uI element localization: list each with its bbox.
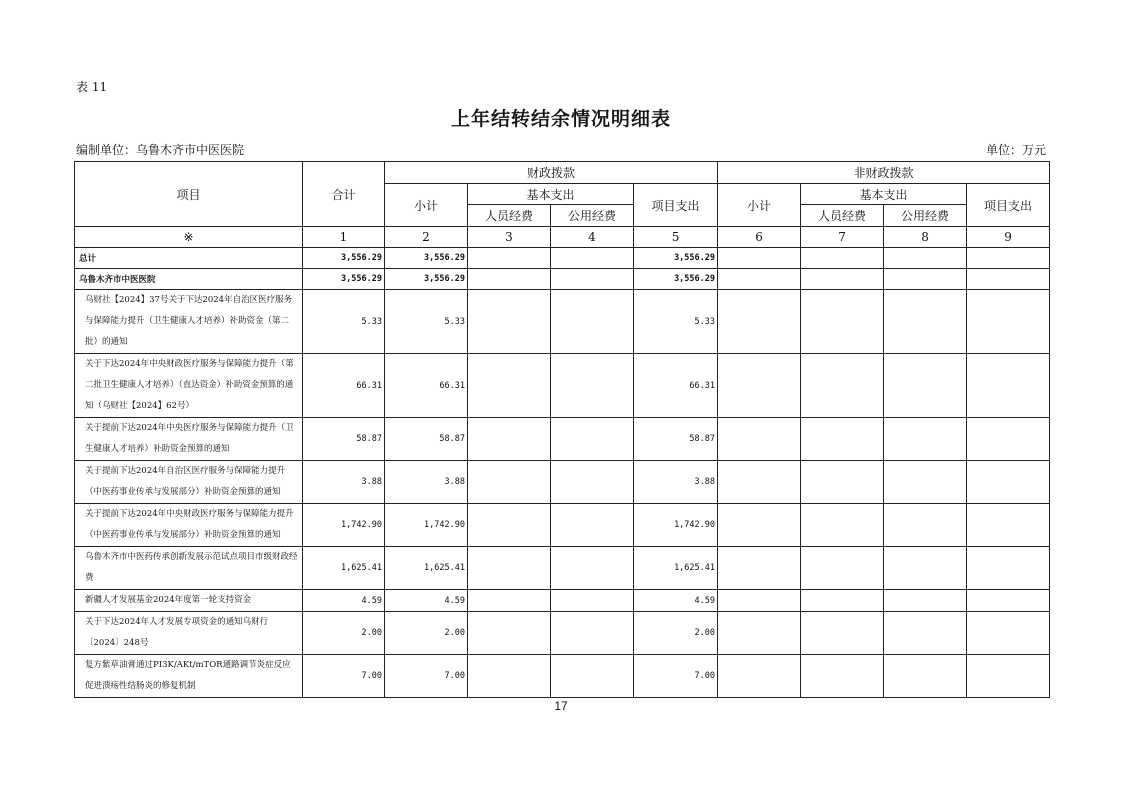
header-total: 合计 bbox=[303, 162, 385, 227]
row-name: 总计 bbox=[75, 248, 303, 269]
table-row bbox=[75, 248, 1050, 269]
carryover-table bbox=[74, 161, 1050, 698]
cell-fiscal-subtotal: 1,742.90 bbox=[385, 504, 468, 547]
cell-fiscal-project: 3,556.29 bbox=[634, 248, 718, 269]
page-title: 上年结转结余情况明细表 bbox=[450, 108, 671, 130]
compiling-unit: 编制单位：乌鲁木齐市中医医院 bbox=[76, 143, 245, 157]
cell-fiscal-project: 3.88 bbox=[634, 461, 718, 504]
cell-fiscal-subtotal: 4.59 bbox=[385, 590, 468, 612]
row-name: 新疆人才发展基金2024年度第一轮支持资金 bbox=[75, 590, 303, 612]
table-row bbox=[75, 418, 1050, 461]
header-nonfiscal-personnel: 人员经费 bbox=[801, 205, 884, 227]
table-row bbox=[75, 269, 1050, 290]
header-nonfiscal-basic: 基本支出 bbox=[801, 184, 967, 205]
cell-fiscal-subtotal: 66.31 bbox=[385, 354, 468, 418]
index-row bbox=[75, 227, 1050, 248]
table-row bbox=[75, 290, 1050, 354]
cell-fiscal-project: 1,625.41 bbox=[634, 547, 718, 590]
table-row bbox=[75, 612, 1050, 655]
header-fiscal-public: 公用经费 bbox=[551, 205, 634, 227]
index-cell: 2 bbox=[385, 227, 468, 248]
cell-fiscal-project: 1,742.90 bbox=[634, 504, 718, 547]
header-item: 项目 bbox=[75, 162, 303, 227]
row-name: 关于下达2024年人才发展专项资金的通知乌财行〔2024〕248号 bbox=[75, 612, 303, 655]
header-fiscal-project: 项目支出 bbox=[634, 184, 718, 227]
cell-fiscal-subtotal: 3.88 bbox=[385, 461, 468, 504]
cell-total: 7.00 bbox=[303, 655, 385, 698]
cell-total: 2.00 bbox=[303, 612, 385, 655]
row-name: 复方紫草油膏通过PI3K/AKt/mTOR通路调节炎症反应促进溃疡性结肠炎的修复机制 bbox=[75, 655, 303, 698]
index-cell: 4 bbox=[551, 227, 634, 248]
cell-fiscal-subtotal: 58.87 bbox=[385, 418, 468, 461]
row-name: 乌鲁木齐市中医医院 bbox=[75, 269, 303, 290]
header-fiscal-subtotal: 小计 bbox=[385, 184, 468, 227]
row-name: 关于下达2024年中央财政医疗服务与保障能力提升（第二批卫生健康人才培养）（直达资金）补助资金预算的通知（乌财社【2024】62号） bbox=[75, 354, 303, 418]
cell-fiscal-project: 7.00 bbox=[634, 655, 718, 698]
header-nonfiscal: 非财政拨款 bbox=[718, 162, 1050, 184]
cell-fiscal-project: 5.33 bbox=[634, 290, 718, 354]
index-cell: ※ bbox=[75, 227, 303, 248]
cell-fiscal-project: 4.59 bbox=[634, 590, 718, 612]
header-fiscal: 财政拨款 bbox=[385, 162, 718, 184]
table-row bbox=[75, 655, 1050, 698]
cell-fiscal-project: 3,556.29 bbox=[634, 269, 718, 290]
cell-total: 4.59 bbox=[303, 590, 385, 612]
table-row bbox=[75, 590, 1050, 612]
row-name: 关于提前下达2024年中央医疗服务与保障能力提升（卫生健康人才培养）补助资金预算的通知 bbox=[75, 418, 303, 461]
cell-total: 58.87 bbox=[303, 418, 385, 461]
row-name: 关于提前下达2024年自治区医疗服务与保障能力提升（中医药事业传承与发展部分）补助资金预算的通知 bbox=[75, 461, 303, 504]
index-cell: 6 bbox=[718, 227, 801, 248]
table-label: 表 11 bbox=[76, 80, 108, 94]
cell-total: 5.33 bbox=[303, 290, 385, 354]
page-number: 17 bbox=[554, 699, 568, 713]
cell-fiscal-subtotal: 1,625.41 bbox=[385, 547, 468, 590]
cell-fiscal-subtotal: 2.00 bbox=[385, 612, 468, 655]
row-name: 乌鲁木齐市中医药传承创新发展示范试点项目市级财政经费 bbox=[75, 547, 303, 590]
header-nonfiscal-project: 项目支出 bbox=[967, 184, 1050, 227]
row-name: 乌财社【2024】37号关于下达2024年自治区医疗服务与保障能力提升（卫生健康人才培养）补助资金（第二批）的通知 bbox=[75, 290, 303, 354]
header-fiscal-basic: 基本支出 bbox=[468, 184, 634, 205]
cell-fiscal-subtotal: 3,556.29 bbox=[385, 269, 468, 290]
cell-fiscal-subtotal: 3,556.29 bbox=[385, 248, 468, 269]
cell-fiscal-subtotal: 7.00 bbox=[385, 655, 468, 698]
header-nonfiscal-public: 公用经费 bbox=[884, 205, 967, 227]
index-cell: 8 bbox=[884, 227, 967, 248]
index-cell: 5 bbox=[634, 227, 718, 248]
cell-total: 1,742.90 bbox=[303, 504, 385, 547]
cell-fiscal-project: 2.00 bbox=[634, 612, 718, 655]
index-cell: 1 bbox=[303, 227, 385, 248]
cell-total: 3,556.29 bbox=[303, 248, 385, 269]
index-cell: 9 bbox=[967, 227, 1050, 248]
cell-total: 3.88 bbox=[303, 461, 385, 504]
table-row bbox=[75, 354, 1050, 418]
cell-total: 3,556.29 bbox=[303, 269, 385, 290]
table-row bbox=[75, 461, 1050, 504]
cell-fiscal-project: 66.31 bbox=[634, 354, 718, 418]
index-cell: 3 bbox=[468, 227, 551, 248]
currency-unit: 单位：万元 bbox=[985, 143, 1046, 157]
cell-fiscal-subtotal: 5.33 bbox=[385, 290, 468, 354]
header-fiscal-personnel: 人员经费 bbox=[468, 205, 551, 227]
table-row bbox=[75, 547, 1050, 590]
cell-total: 1,625.41 bbox=[303, 547, 385, 590]
cell-fiscal-project: 58.87 bbox=[634, 418, 718, 461]
index-cell: 7 bbox=[801, 227, 884, 248]
header-nonfiscal-subtotal: 小计 bbox=[718, 184, 801, 227]
table-row bbox=[75, 504, 1050, 547]
row-name: 关于提前下达2024年中央财政医疗服务与保障能力提升（中医药事业传承与发展部分）补助资金预算的通知 bbox=[75, 504, 303, 547]
cell-total: 66.31 bbox=[303, 354, 385, 418]
